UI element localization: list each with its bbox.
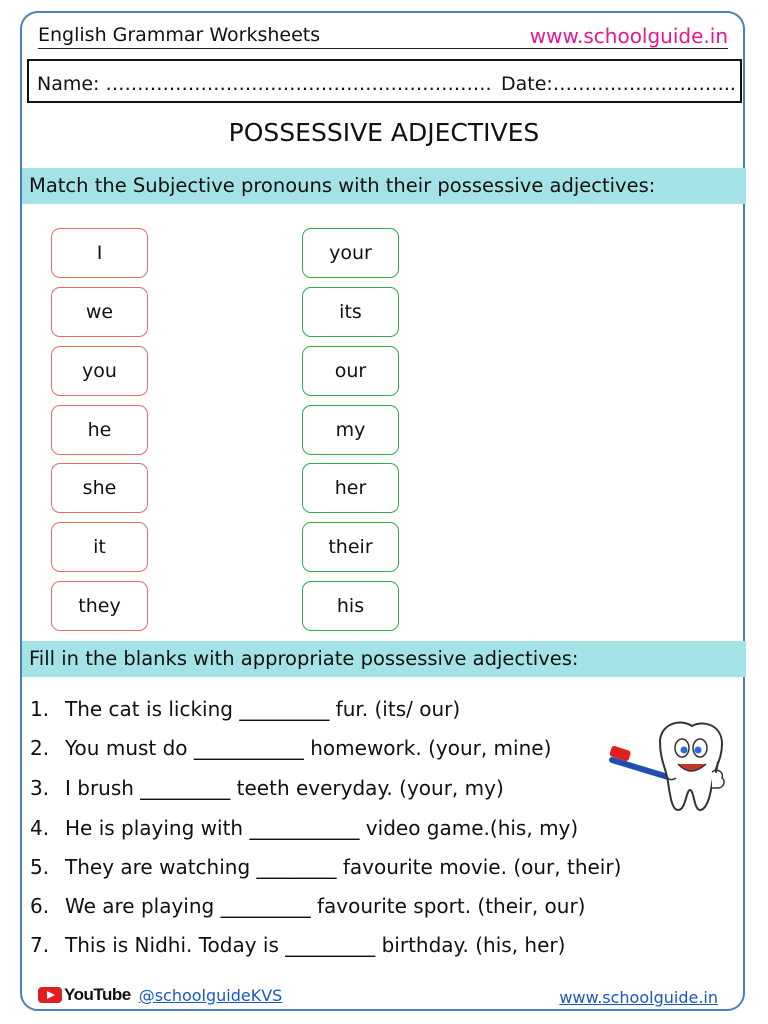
- section2-instruction: Fill in the blanks with appropriate possessive adjectives:: [29, 647, 579, 670]
- question-number: 7.: [30, 933, 50, 957]
- footer-website-link[interactable]: www.schoolguide.in: [559, 988, 718, 1007]
- student-info-box: [27, 59, 742, 103]
- question-text[interactable]: The cat is licking _________ fur. (its/ our): [65, 697, 461, 721]
- question-item: [30, 776, 504, 800]
- adjective-box[interactable]: your: [302, 228, 399, 278]
- question-item: [30, 816, 578, 840]
- adjective-box[interactable]: their: [302, 522, 399, 572]
- section1-instruction: Match the Subjective pronouns with their possessive adjectives:: [29, 174, 656, 197]
- adjective-box[interactable]: its: [302, 287, 399, 337]
- pronoun-box[interactable]: she: [51, 463, 148, 513]
- pronoun-box[interactable]: they: [51, 581, 148, 631]
- section2-instruction-band: [22, 641, 746, 677]
- question-item: [30, 736, 551, 760]
- question-item: [30, 933, 565, 957]
- youtube-play-icon: [38, 987, 62, 1003]
- name-field[interactable]: Name: …………………………………………………….: [37, 73, 492, 95]
- adjective-box[interactable]: our: [302, 346, 399, 396]
- section1-instruction-band: [22, 168, 746, 204]
- header-underline: [38, 48, 522, 49]
- adjective-box[interactable]: his: [302, 581, 399, 631]
- question-number: 6.: [30, 894, 50, 918]
- question-text[interactable]: This is Nidhi. Today is _________ birthday. (his, her): [65, 933, 566, 957]
- pronoun-box[interactable]: I: [51, 228, 148, 278]
- question-number: 3.: [30, 776, 50, 800]
- header-website-link[interactable]: www.schoolguide.in: [529, 24, 728, 48]
- youtube-channel[interactable]: [38, 985, 282, 1005]
- worksheet-series-title: English Grammar Worksheets: [38, 24, 321, 46]
- question-text[interactable]: He is playing with ___________ video game.(his, my): [65, 816, 579, 840]
- youtube-handle-link[interactable]: @schoolguideKVS: [138, 985, 283, 1005]
- pronoun-box[interactable]: it: [51, 522, 148, 572]
- question-text[interactable]: I brush _________ teeth everyday. (your, my): [65, 776, 504, 800]
- pronoun-box[interactable]: we: [51, 287, 148, 337]
- question-text[interactable]: You must do ___________ homework. (your, mine): [65, 736, 552, 760]
- question-text[interactable]: They are watching ________ favourite movie. (our, their): [65, 855, 622, 879]
- question-item: [30, 894, 585, 918]
- question-number: 5.: [30, 855, 50, 879]
- adjective-box[interactable]: her: [302, 463, 399, 513]
- question-item: [30, 855, 621, 879]
- pronoun-box[interactable]: you: [51, 346, 148, 396]
- question-item: [30, 697, 460, 721]
- adjective-box[interactable]: my: [302, 405, 399, 455]
- question-number: 2.: [30, 736, 50, 760]
- date-field[interactable]: Date:………………………..: [501, 73, 736, 95]
- header-url-underline: [520, 48, 728, 49]
- question-number: 1.: [30, 697, 50, 721]
- question-text[interactable]: We are playing _________ favourite sport. (their, our): [65, 894, 586, 918]
- page-title: POSSESSIVE ADJECTIVES: [228, 118, 540, 147]
- youtube-wordmark: YouTube: [64, 985, 131, 1004]
- question-number: 4.: [30, 816, 50, 840]
- tooth-mascot-icon: [608, 716, 732, 814]
- pronoun-box[interactable]: he: [51, 405, 148, 455]
